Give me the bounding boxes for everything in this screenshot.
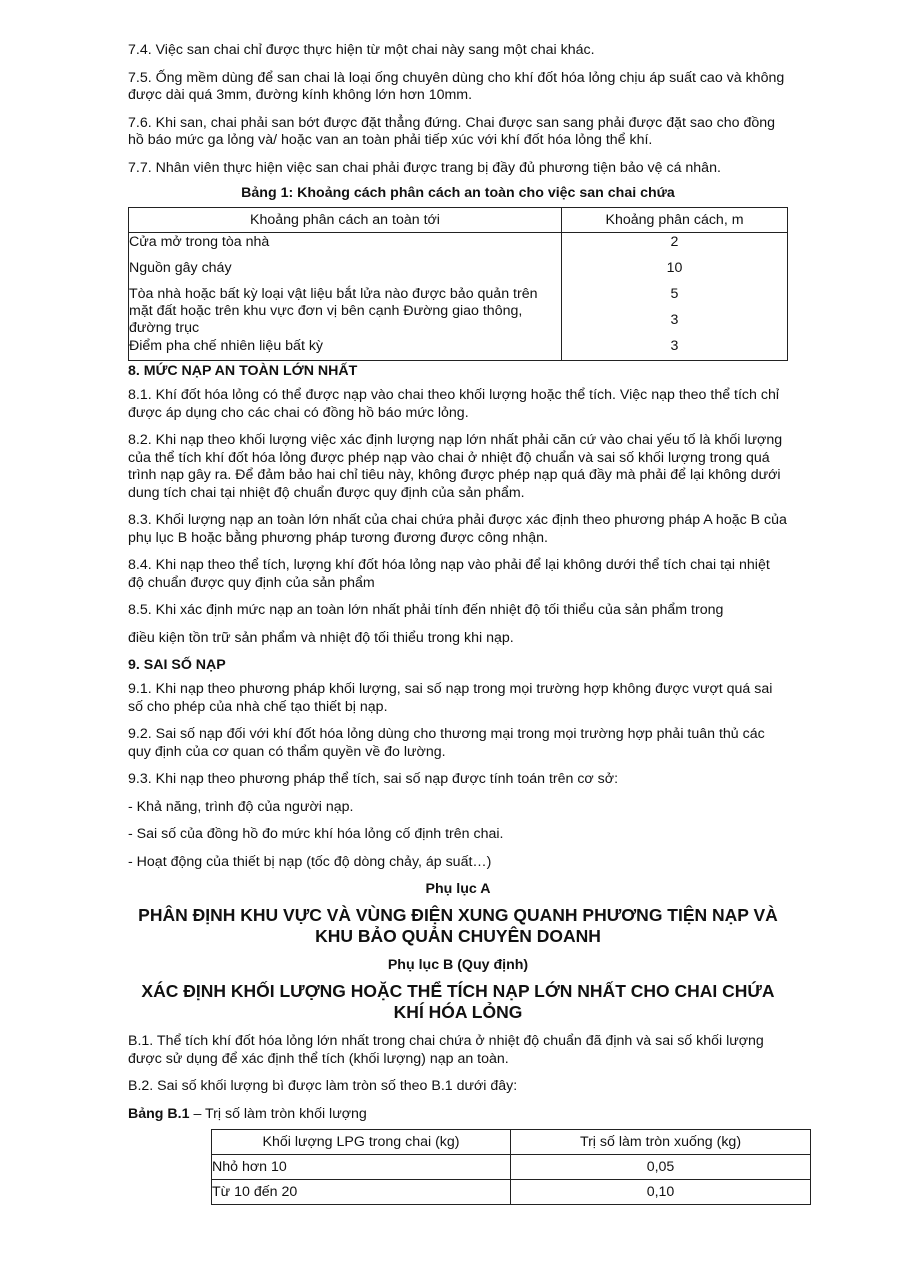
- table-header-cell: Khối lượng LPG trong chai (kg): [212, 1130, 511, 1155]
- safety-distance-table: [128, 207, 788, 361]
- table-header-cell: Khoảng phân cách, m: [562, 208, 788, 233]
- table-b1-caption-text: – Trị số làm tròn khối lượng: [189, 1105, 367, 1122]
- paragraph-8-5-cont: điều kiện tồn trữ sản phẩm và nhiệt độ tối thiểu trong khi nạp.: [128, 629, 514, 646]
- list-item: - Hoạt động của thiết bị nạp (tốc độ dòng chảy, áp suất…): [128, 853, 492, 870]
- annex-a-label: Phụ lục A: [425, 881, 491, 897]
- table-cell-text: Điểm pha chế nhiên liệu bất kỳ: [129, 338, 324, 354]
- paragraph-7-4: 7.4. Việc san chai chỉ được thực hiện từ một chai này sang một chai khác.: [128, 42, 595, 58]
- table-body-cell: [562, 233, 788, 361]
- paragraph-7-6: 7.6. Khi san, chai phải san bớt được đặt thẳng đứng. Chai được san sang phải được đặt sao cho đồng hồ báo mức ga lỏng và/ hoặc van an toàn phải tiếp xúc với khí đốt hóa lỏng thể khí.: [128, 114, 776, 148]
- paragraph-9-2: 9.2. Sai số nạp đối với khí đốt hóa lỏng dùng cho thương mại trong mọi trường hợp phải tuân thủ các quy định của cơ quan có thẩm quyền về đo lường.: [128, 726, 765, 760]
- table-header-cell: Trị số làm tròn xuống (kg): [511, 1130, 811, 1155]
- table-body-cell: [129, 233, 562, 361]
- list-item: - Khả năng, trình độ của người nạp.: [128, 798, 354, 815]
- annex-b-title: XÁC ĐỊNH KHỐI LƯỢNG HOẶC THỂ TÍCH NẠP LỚN NHẤT CHO CHAI CHỨA KHÍ HÓA LỎNG: [141, 981, 775, 1022]
- table-row: [212, 1180, 811, 1205]
- paragraph-8-1: 8.1. Khí đốt hóa lỏng có thể được nạp vào chai theo khối lượng hoặc thể tích. Việc nạp theo thể tích chỉ được áp dụng cho các chai có đồng hồ báo mức lỏng.: [128, 387, 779, 421]
- paragraph-8-5: 8.5. Khi xác định mức nạp an toàn lớn nhất phải tính đến nhiệt độ tối thiểu của sản phẩm trong: [128, 602, 724, 618]
- table-cell-text: Cửa mở trong tòa nhà: [129, 234, 270, 250]
- paragraph-b-2: B.2. Sai số khối lượng bì được làm tròn số theo B.1 dưới đây:: [128, 1078, 518, 1094]
- paragraph-7-5: 7.5. Ống mềm dùng để san chai là loại ống chuyên dùng cho khí đốt hóa lỏng chịu áp suất cao và không được dài quá 3mm, đường kính không lớn hơn 10mm.: [128, 69, 785, 103]
- table-cell-value: 2: [670, 234, 679, 250]
- table-header-row: [129, 208, 788, 233]
- table-b1-caption-label: Bảng B.1: [128, 1105, 190, 1122]
- section-8-heading: 8. MỨC NẠP AN TOÀN LỚN NHẤT: [128, 363, 358, 379]
- paragraph-b-1: B.1. Thể tích khí đốt hóa lỏng lớn nhất trong chai chứa ở nhiệt độ chuẩn đã định và sai số khối lượng được sử dụng để xác định thể tích (khối lượng) nạp an toàn.: [128, 1033, 764, 1067]
- table-cell-value: 10: [666, 260, 683, 276]
- table-header-row: [212, 1130, 811, 1155]
- paragraph-9-1: 9.1. Khi nạp theo phương pháp khối lượng, sai số nạp trong mọi trường hợp không được vượt quá sai số cho phép của nhà chế tạo thiết bị nạp.: [128, 681, 773, 715]
- paragraph-8-3: 8.3. Khối lượng nạp an toàn lớn nhất của chai chứa phải được xác định theo phương pháp A hoặc B của phụ lục B hoặc bằng phương pháp tương đương được công nhận.: [128, 512, 787, 546]
- table-cell-text: Nguồn gây cháy: [129, 260, 232, 276]
- table-row: [129, 233, 788, 361]
- paragraph-7-7: 7.7. Nhân viên thực hiện việc san chai phải được trang bị đầy đủ phương tiện bảo vệ cá nhân.: [128, 159, 721, 176]
- paragraph-8-2: 8.2. Khi nạp theo khối lượng việc xác định lượng nạp lớn nhất phải căn cứ vào chai yếu tố là khối lượng của thể tích khí đốt hóa lỏng được phép nạp vào chai ở nhiệt độ chuẩn và sai số khối lượng trong quá trình nạp gây ra. Để đảm bảo hai chỉ tiêu này, không được phép nạp quá đầy mà phải để lại không dưới dung tích chai tại nhiệt độ chuẩn được quy định của sản phẩm.: [128, 432, 783, 501]
- paragraph-8-4: 8.4. Khi nạp theo thể tích, lượng khí đốt hóa lỏng nạp vào phải để lại không dưới thể tích chai tại nhiệt độ chuẩn được quy định của sản phẩm: [128, 557, 770, 591]
- annex-b-label: Phụ lục B (Quy định): [387, 957, 529, 973]
- table-cell-value: 5: [670, 286, 679, 302]
- annex-a-title: PHÂN ĐỊNH KHU VỰC VÀ VÙNG ĐIỆN XUNG QUANH PHƯƠNG TIỆN NẠP VÀ KHU BẢO QUẢN CHUYÊN DOANH: [138, 905, 778, 946]
- list-item: - Sai số của đồng hồ đo mức khí hóa lỏng cố định trên chai.: [128, 826, 504, 842]
- table-body-cell: 0,10: [511, 1180, 811, 1205]
- table-body-cell: Nhỏ hơn 10: [212, 1155, 511, 1180]
- paragraph-9-3: 9.3. Khi nạp theo phương pháp thể tích, sai số nạp được tính toán trên cơ sở:: [128, 771, 619, 787]
- table-header-cell: Khoảng phân cách an toàn tới: [129, 208, 562, 233]
- table-cell-value: 3: [670, 338, 679, 354]
- rounding-table: [211, 1129, 811, 1205]
- table-body-cell: Từ 10 đến 20: [212, 1180, 511, 1205]
- section-9-heading: 9. SAI SỐ NẠP: [128, 657, 226, 673]
- table-body-cell: 0,05: [511, 1155, 811, 1180]
- table-cell-text: Tòa nhà hoặc bất kỳ loại vật liệu bắt lửa nào được bảo quản trên mặt đất hoặc trên khu vực đơn vị bên cạnh Đường giao thông, đường trục: [129, 286, 538, 336]
- table1-caption: Bảng 1: Khoảng cách phân cách an toàn cho việc san chai chứa: [241, 185, 675, 201]
- table-row: [212, 1155, 811, 1180]
- document-page: [128, 42, 788, 1205]
- table-cell-value: 3: [670, 312, 679, 328]
- table-b1-caption: [128, 1106, 788, 1124]
